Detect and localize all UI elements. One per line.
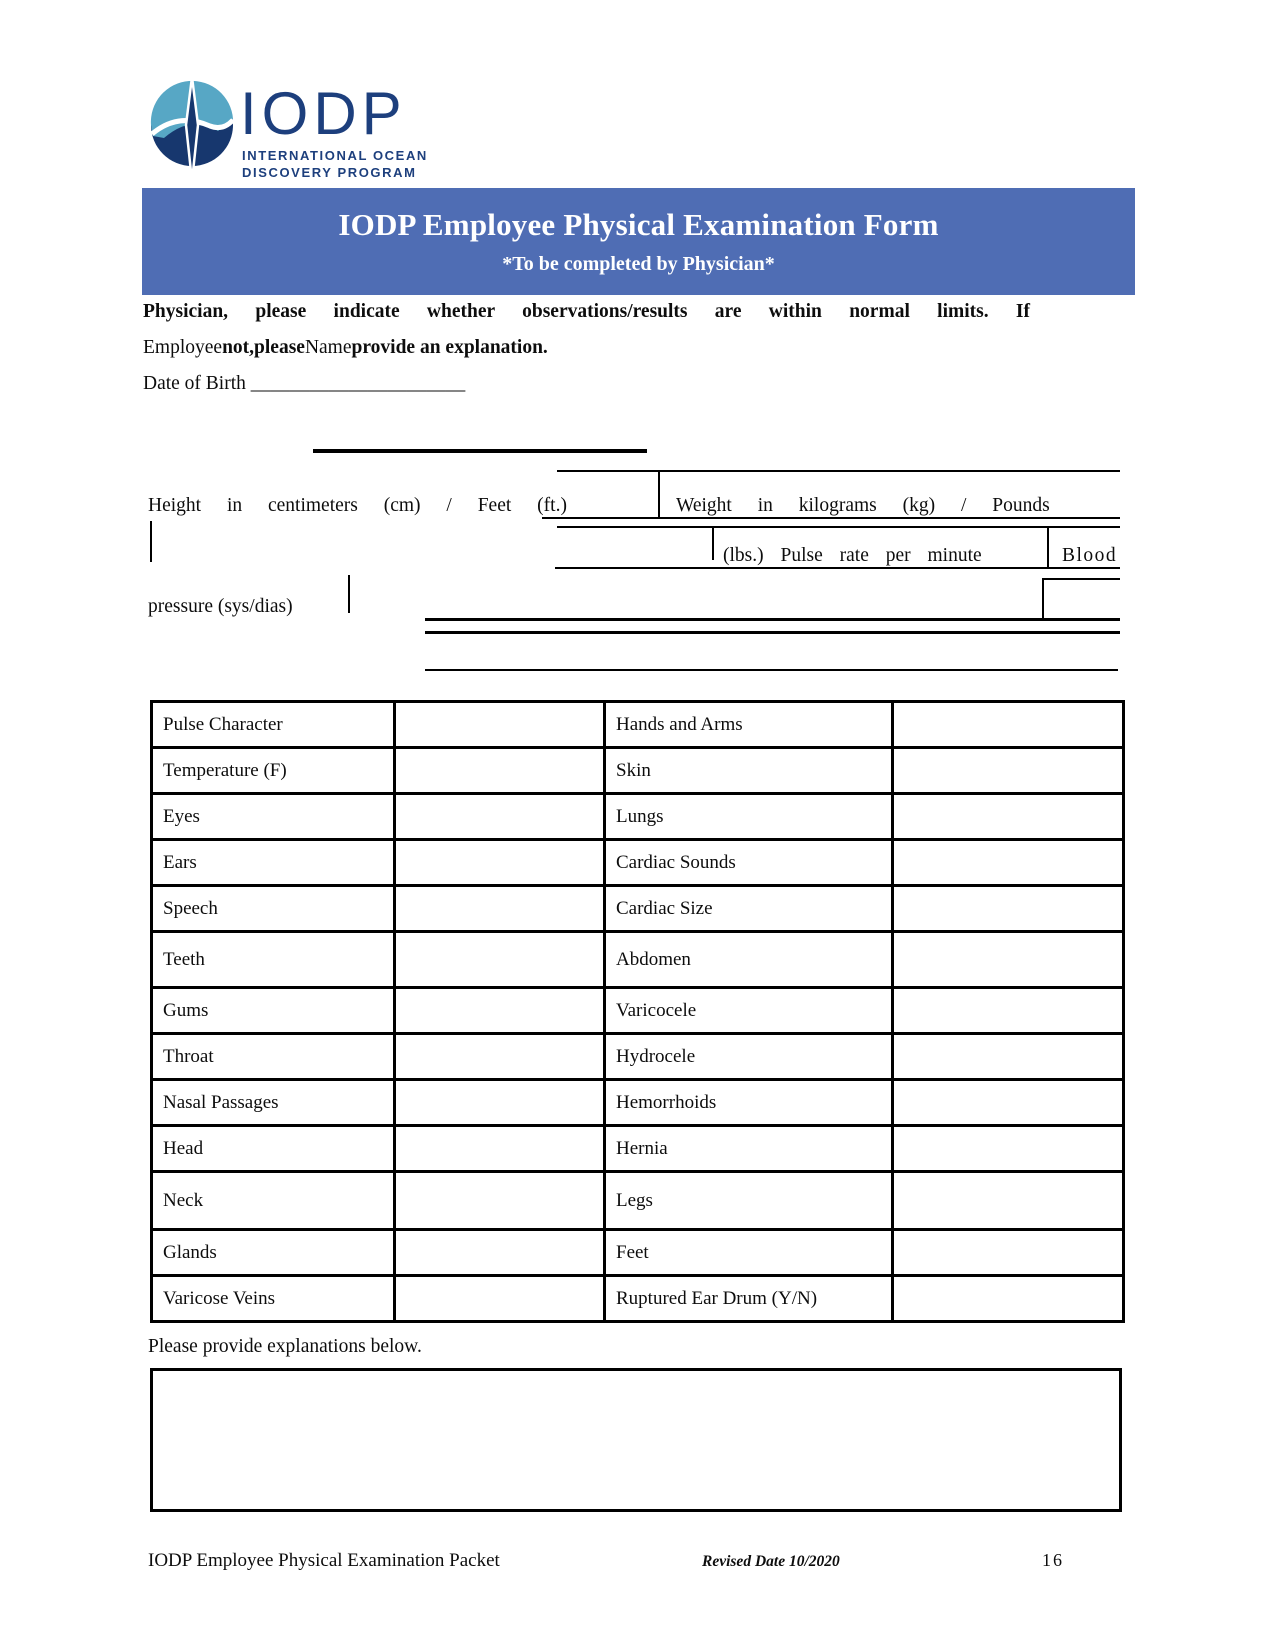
table-row [152, 1034, 1124, 1080]
exam-result-cell[interactable] [395, 1276, 605, 1322]
exam-item-label: Cardiac Sounds [605, 840, 893, 886]
exam-item-label: Hernia [605, 1126, 893, 1172]
exam-item-label: Hands and Arms [605, 702, 893, 748]
exam-result-cell[interactable] [395, 886, 605, 932]
form-line [557, 526, 1120, 528]
form-line [348, 575, 350, 613]
footer-page-number: 16 [1042, 1550, 1064, 1570]
exam-result-cell[interactable] [395, 794, 605, 840]
exam-item-label: Pulse Character [152, 702, 395, 748]
employee-name-blank-line[interactable] [313, 449, 647, 453]
exam-item-label: Abdomen [605, 932, 893, 988]
form-line [542, 517, 1120, 519]
exam-item-label: Lungs [605, 794, 893, 840]
form-line [658, 470, 660, 517]
table-row [152, 1276, 1124, 1322]
lbs-pulse-label: (lbs.) Pulse rate per minute [723, 545, 982, 566]
form-subtitle: *To be completed by Physician* [502, 253, 775, 275]
dob-line [143, 366, 1030, 402]
form-line [425, 669, 1118, 671]
form-line [1042, 578, 1044, 620]
exam-result-cell[interactable] [395, 702, 605, 748]
form-line [1047, 526, 1049, 567]
exam-result-cell[interactable] [395, 1230, 605, 1276]
exam-result-cell[interactable] [893, 840, 1124, 886]
exam-result-cell[interactable] [893, 988, 1124, 1034]
employee-word: Employee [143, 337, 223, 358]
form-line [555, 567, 1120, 569]
height-label-pre: Height in centimeters (cm) / Fe [148, 495, 498, 516]
height-label-underlined: et (ft.) [497, 495, 567, 516]
exam-result-cell[interactable] [893, 748, 1124, 794]
dob-label: Date of Birth [143, 373, 246, 394]
exam-item-label: Teeth [152, 932, 395, 988]
exam-item-label: Hemorrhoids [605, 1080, 893, 1126]
weight-label: Weight in kilograms (kg) / Pounds [676, 495, 1050, 516]
form-line [425, 631, 1120, 634]
exam-item-label: Ruptured Ear Drum (Y/N) [605, 1276, 893, 1322]
instructions-line1: Physician, please indicate whether observations/results are within normal limits. If [143, 301, 1030, 322]
table-row [152, 1080, 1124, 1126]
exam-item-label: Throat [152, 1034, 395, 1080]
form-line [557, 470, 1120, 472]
logo-subtitle-line1: INTERNATIONAL OCEAN [242, 148, 428, 163]
iodp-wordmark: IODP [240, 80, 407, 147]
exam-item-label: Gums [152, 988, 395, 1034]
exam-item-label: Temperature (F) [152, 748, 395, 794]
form-title: IODP Employee Physical Examination Form [338, 207, 939, 242]
iodp-globe-compass-icon [148, 76, 236, 182]
exam-result-cell[interactable] [395, 1034, 605, 1080]
exam-result-cell[interactable] [893, 1034, 1124, 1080]
table-row [152, 748, 1124, 794]
blood-pressure-blank-line[interactable] [425, 618, 1120, 621]
explanations-label: Please provide explanations below. [148, 1336, 422, 1357]
form-line [150, 521, 152, 562]
table-row [152, 1126, 1124, 1172]
exam-item-label: Ears [152, 840, 395, 886]
exam-item-label: Neck [152, 1172, 395, 1230]
exam-result-cell[interactable] [893, 1276, 1124, 1322]
exam-item-label: Feet [605, 1230, 893, 1276]
physician-instructions [143, 294, 1030, 402]
table-row [152, 702, 1124, 748]
exam-result-cell[interactable] [395, 988, 605, 1034]
table-row [152, 840, 1124, 886]
not-please-words: not,please [222, 337, 305, 358]
exam-result-cell[interactable] [395, 1080, 605, 1126]
instructions-line2 [143, 330, 1030, 366]
exam-result-cell[interactable] [395, 840, 605, 886]
table-row [152, 1230, 1124, 1276]
examination-table [150, 700, 1125, 1323]
exam-item-label: Varicocele [605, 988, 893, 1034]
table-row [152, 988, 1124, 1034]
exam-result-cell[interactable] [893, 1230, 1124, 1276]
iodp-logo [148, 76, 478, 188]
table-row [152, 886, 1124, 932]
exam-result-cell[interactable] [893, 886, 1124, 932]
exam-result-cell[interactable] [395, 932, 605, 988]
exam-result-cell[interactable] [893, 794, 1124, 840]
title-band [142, 188, 1135, 295]
exam-item-label: Head [152, 1126, 395, 1172]
exam-result-cell[interactable] [395, 1172, 605, 1230]
exam-item-label: Glands [152, 1230, 395, 1276]
exam-result-cell[interactable] [893, 1080, 1124, 1126]
exam-result-cell[interactable] [893, 1172, 1124, 1230]
height-label-row [148, 495, 567, 517]
exam-result-cell[interactable] [893, 932, 1124, 988]
exam-item-label: Speech [152, 886, 395, 932]
explanations-box[interactable] [150, 1368, 1122, 1512]
name-word: Name [304, 337, 352, 358]
table-row [152, 932, 1124, 988]
exam-item-label: Legs [605, 1172, 893, 1230]
exam-item-label: Hydrocele [605, 1034, 893, 1080]
exam-result-cell[interactable] [395, 1126, 605, 1172]
form-line [1042, 578, 1120, 580]
table-row [152, 794, 1124, 840]
dob-blank-field[interactable]: ______________________ [250, 373, 466, 394]
blood-label: Blood [1062, 545, 1118, 566]
pressure-label: pressure (sys/dias) [148, 596, 293, 617]
table-row [152, 1172, 1124, 1230]
exam-result-cell[interactable] [893, 1126, 1124, 1172]
exam-result-cell[interactable] [893, 702, 1124, 748]
logo-subtitle-line2: DISCOVERY PROGRAM [242, 165, 417, 180]
exam-item-label: Varicose Veins [152, 1276, 395, 1322]
form-line [712, 526, 714, 560]
footer-document-title: IODP Employee Physical Examination Packet [148, 1550, 500, 1571]
provide-explanation-words: provide an explanation. [351, 337, 548, 358]
exam-item-label: Nasal Passages [152, 1080, 395, 1126]
exam-result-cell[interactable] [395, 748, 605, 794]
exam-item-label: Eyes [152, 794, 395, 840]
exam-item-label: Skin [605, 748, 893, 794]
footer-revised-date: Revised Date 10/2020 [702, 1553, 840, 1570]
exam-item-label: Cardiac Size [605, 886, 893, 932]
